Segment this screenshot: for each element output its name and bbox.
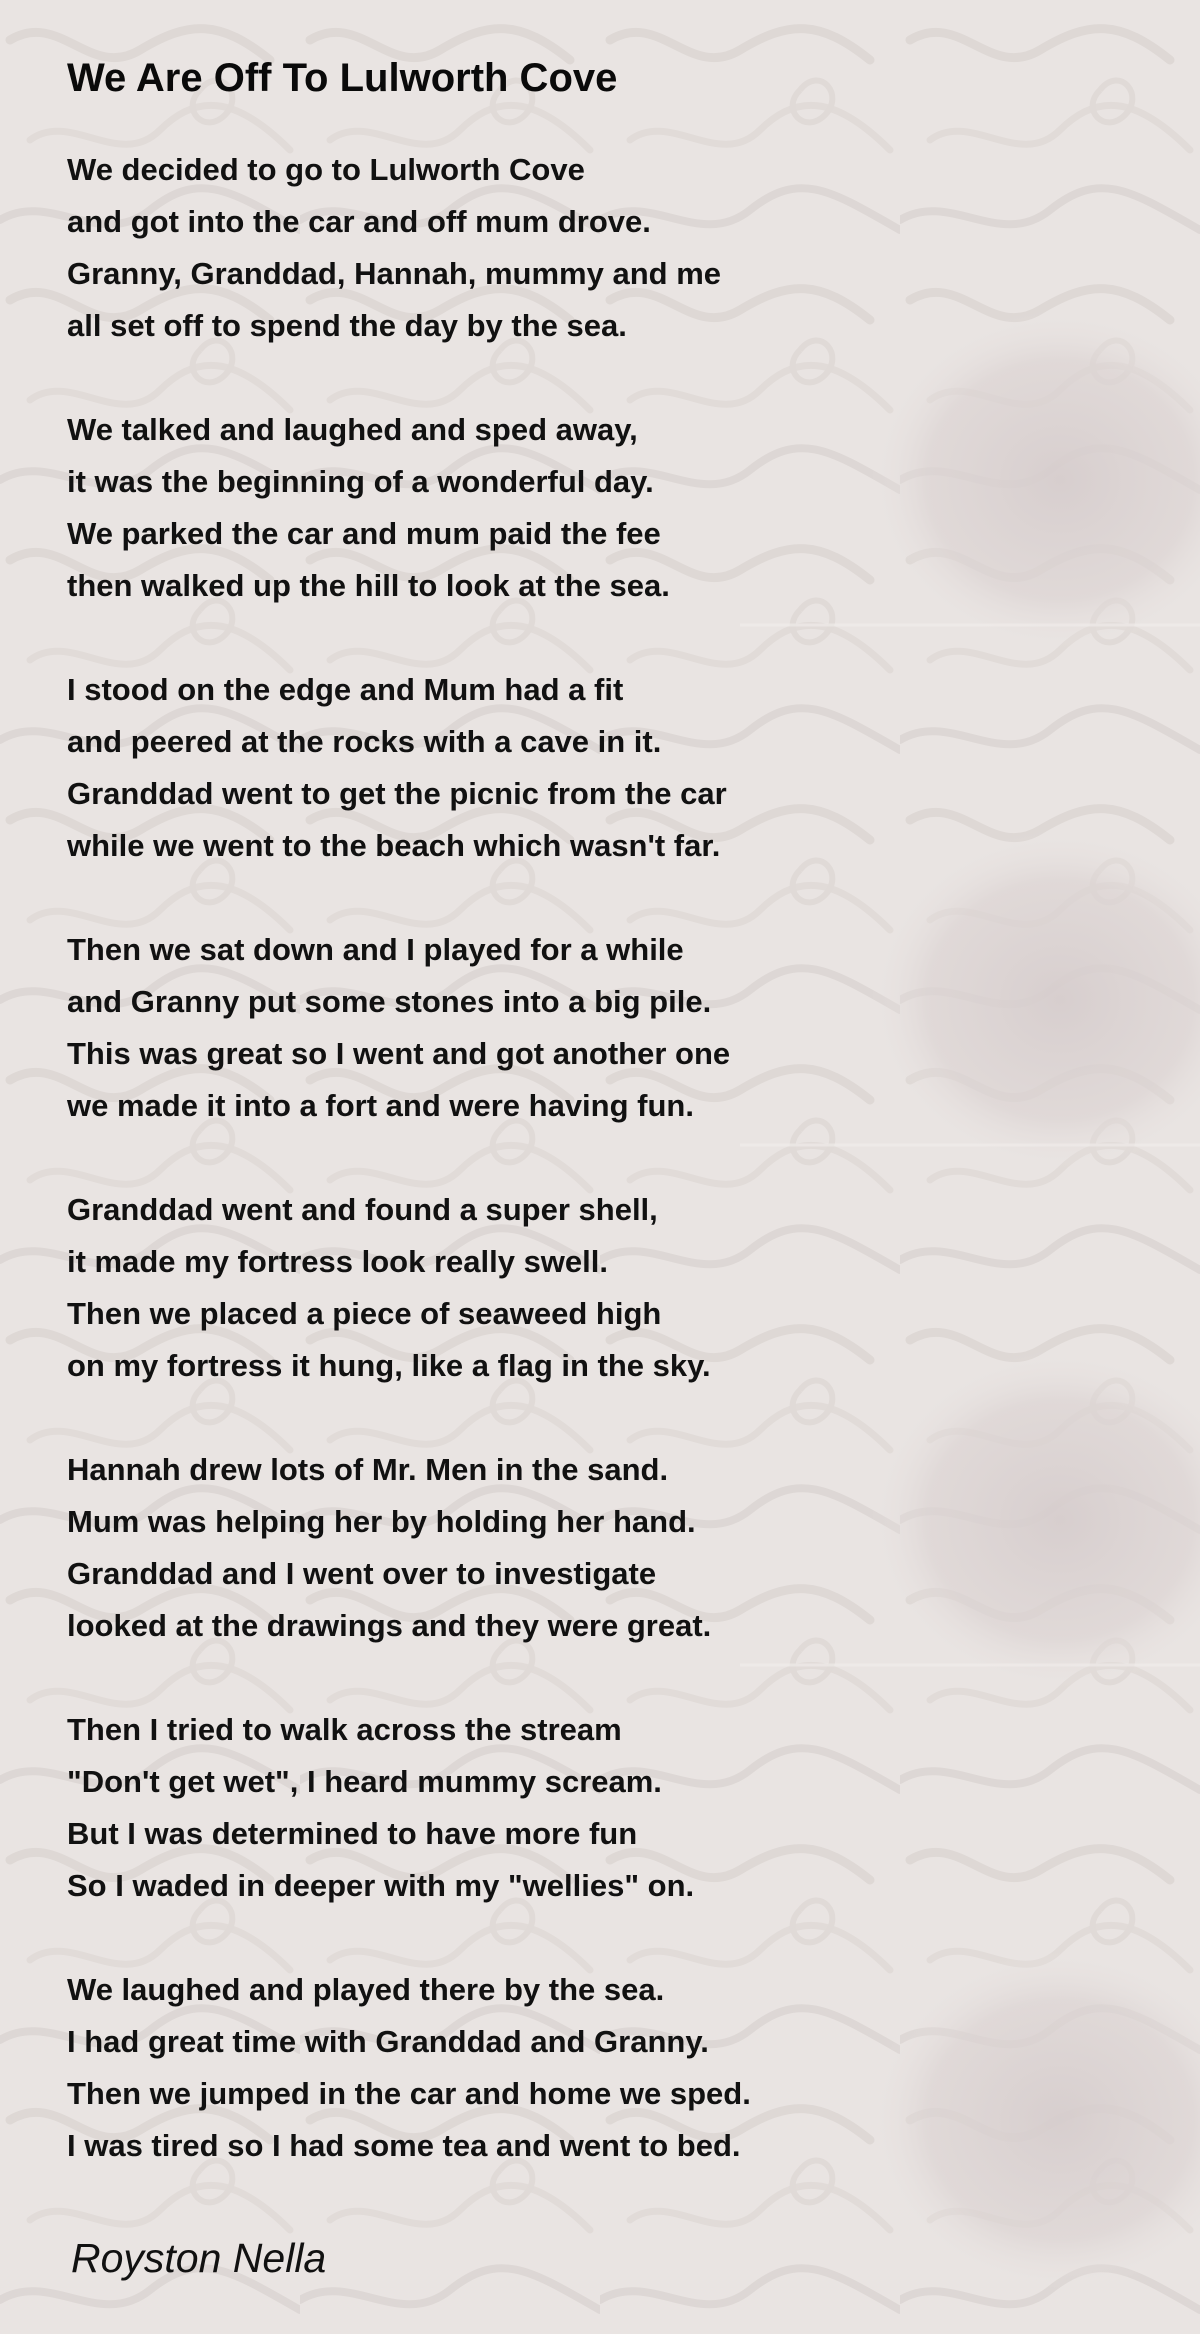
stanza-1 — [67, 144, 751, 352]
poem-title: We Are Off To Lulworth Cove — [67, 56, 618, 100]
verse-line: We talked and laughed and sped away, — [67, 412, 638, 447]
verse-line: Then we sat down and I played for a while — [67, 932, 684, 967]
poem-body — [67, 144, 751, 2224]
verse-line: Then we jumped in the car and home we sped. — [67, 2076, 751, 2111]
verse-line: This was great so I went and got another one — [67, 1036, 731, 1071]
stanza-4 — [67, 924, 751, 1132]
verse-line: it made my fortress look really swell. — [67, 1244, 609, 1279]
verse-line: we made it into a fort and were having fun. — [67, 1088, 694, 1123]
poem-author[interactable]: Royston Nella — [71, 2235, 327, 2281]
verse-line: then walked up the hill to look at the sea. — [67, 568, 670, 603]
verse-line: Then I tried to walk across the stream — [67, 1712, 622, 1747]
verse-line: I stood on the edge and Mum had a fit — [67, 672, 624, 707]
verse-line: But I was determined to have more fun — [67, 1816, 638, 1851]
verse-line: and peered at the rocks with a cave in it. — [67, 724, 662, 759]
verse-line: Granddad went and found a super shell, — [67, 1192, 658, 1227]
stanza-2 — [67, 404, 751, 612]
poem-page — [67, 48, 1147, 2281]
verse-line: We decided to go to Lulworth Cove — [67, 152, 585, 187]
stanza-5 — [67, 1184, 751, 1392]
verse-line: So I waded in deeper with my "wellies" on. — [67, 1868, 695, 1903]
stanza-8 — [67, 1964, 751, 2172]
verse-line: looked at the drawings and they were great. — [67, 1608, 712, 1643]
verse-line: I was tired so I had some tea and went to bed. — [67, 2128, 741, 2163]
verse-line: and Granny put some stones into a big pile. — [67, 984, 712, 1019]
stanza-3 — [67, 664, 751, 872]
verse-line: and got into the car and off mum drove. — [67, 204, 651, 239]
verse-line: Granny, Granddad, Hannah, mummy and me — [67, 256, 721, 291]
verse-line: Granddad and I went over to investigate — [67, 1556, 657, 1591]
verse-line: Mum was helping her by holding her hand. — [67, 1504, 696, 1539]
stanza-7 — [67, 1704, 751, 1912]
verse-line: We laughed and played there by the sea. — [67, 1972, 665, 2007]
verse-line: Hannah drew lots of Mr. Men in the sand. — [67, 1452, 669, 1487]
verse-line: Granddad went to get the picnic from the car — [67, 776, 727, 811]
verse-line: on my fortress it hung, like a flag in the sky. — [67, 1348, 711, 1383]
verse-line: it was the beginning of a wonderful day. — [67, 464, 654, 499]
verse-line: We parked the car and mum paid the fee — [67, 516, 661, 551]
verse-line: all set off to spend the day by the sea. — [67, 308, 627, 343]
stanza-6 — [67, 1444, 751, 1652]
verse-line: "Don't get wet", I heard mummy scream. — [67, 1764, 662, 1799]
verse-line: Then we placed a piece of seaweed high — [67, 1296, 662, 1331]
verse-line: while we went to the beach which wasn't far. — [67, 828, 721, 863]
verse-line: I had great time with Granddad and Granny. — [67, 2024, 709, 2059]
